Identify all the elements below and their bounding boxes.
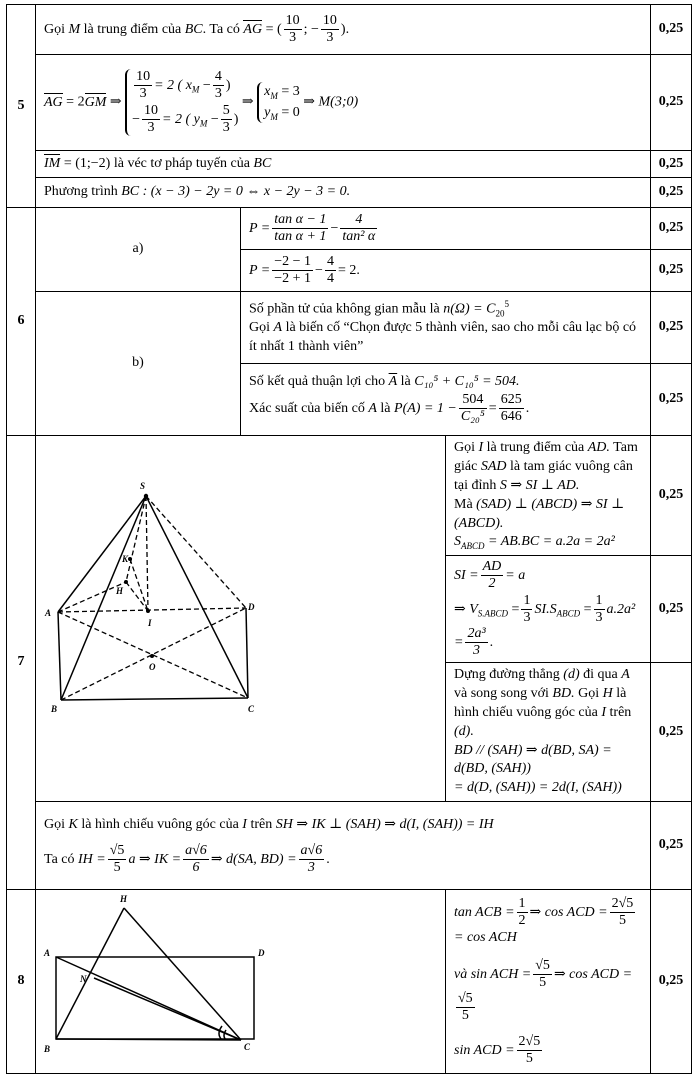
question-number-7: 7	[7, 436, 36, 890]
answer-table	[6, 4, 692, 1074]
pyramid-figure-cell	[36, 436, 446, 802]
system-1: $\frac{10}{3}$ = 2 ( $x_M$ − $\frac{4}{3}$ ) − $\frac{10}{3}$ = 2 ( $y_M$ − $\frac{5}{3}$ )	[125, 69, 238, 135]
score-cell: 0,25	[651, 890, 692, 1074]
q7-r4: Gọi K là hình chiếu vuông góc của I trên SH ⇒ IK ⊥ (SAH) ⇒ d(I, (SAH)) = IH Ta có IH = $\frac{√5}{5}$ a ⇒ IK = $\frac{a√6}{6}$ ⇒ d(SA, BD) = $\frac{a√6}{3}$ .	[36, 802, 651, 890]
score-cell: 0,25	[651, 250, 692, 292]
q8-text: tan ACB = $\frac{1}{2}$ ⇒ cos ACD = $\frac{2√5}{5}$ = cos ACH và sin ACH = $\frac{√5}{5}$ ⇒ cos ACD = $\frac{√5}{5}$ sin ACD = $\frac{2√5}{5}$	[446, 890, 651, 1074]
question-number-8: 8	[7, 890, 36, 1074]
q6-a1: P = $\frac{\text{tan α − 1}}{\text{tan α + 1}}$ − $\frac{4}{\text{tan² α}}$	[241, 208, 651, 250]
score-cell: 0,25	[651, 436, 692, 556]
q7-r2: SI = $\frac{AD}{2}$ = a ⇒ $V_{S.ABCD}$ = $\frac{1}{3}$ $SI.S_{ABCD}$ = $\frac{1}{3}$ a.2a² = $\frac{\text{2a³}}{3}$ .	[446, 556, 651, 663]
q7-r3: Dựng đường thẳng (d) đi qua A và song song với BD. Gọi H là hình chiếu vuông góc của I trên (d). BD // (SAH) ⇒ d(BD, SA) = d(BD, (SAH)) = d(D, (SAH)) = 2d(I, (SAH))	[446, 662, 651, 801]
score-cell: 0,25	[651, 151, 692, 178]
label-C: C	[244, 1042, 251, 1053]
q5-row1: Gọi M là trung điểm của BC. Ta có AG = ( $\frac{10}{3}$ ; − $\frac{10}{3}$ ).	[36, 5, 651, 55]
label-A: A	[45, 608, 52, 619]
q6-b2: Số kết quả thuận lợi cho $\overline{A}$ là C₁₀⁵ + C₁₀⁵ = 504. Xác suất của biến cố A là P(A) = 1 − $\frac{504}{\text{C₂₀⁵}}$ = $\frac{625}{646}$ .	[241, 364, 651, 436]
rectangle-figure-cell	[36, 890, 446, 1074]
label-O: O	[149, 662, 156, 673]
q7-r1: Gọi I là trung điểm của AD. Tam giác SAD là tam giác vuông cân tại đỉnh S ⇒ SI ⊥ AD. Mà (SAD) ⊥ (ABCD) ⇒ SI ⊥ (ABCD). $S_{ABCD} = AB.BC = a.2a = 2a^2$	[446, 436, 651, 556]
score-cell: 0,25	[651, 5, 692, 55]
label-A: A	[44, 948, 51, 959]
score-cell: 0,25	[651, 556, 692, 663]
label-B: B	[44, 1044, 51, 1055]
label-C: C	[248, 704, 255, 715]
score-cell: 0,25	[651, 364, 692, 436]
part-a-label: a)	[36, 208, 241, 292]
q6-a2: P = $\frac{-2 - 1}{-2 + 1}$ − $\frac{4}{4}$ = 2.	[241, 250, 651, 292]
label-S: S	[140, 481, 146, 492]
label-D: D	[248, 602, 255, 613]
label-D: D	[258, 948, 265, 959]
label-K: K	[122, 554, 129, 565]
label-B: B	[51, 704, 58, 715]
q5-row3: IM = (1;−2) là véc tơ pháp tuyến của BC	[36, 151, 651, 178]
question-number-5: 5	[7, 5, 36, 208]
label-H: H	[120, 894, 128, 905]
q5-row4: Phương trình BC : (x − 3) − 2y = 0 ⇔ x − 2y − 3 = 0.	[36, 178, 651, 208]
score-cell: 0,25	[651, 662, 692, 801]
score-cell: 0,25	[651, 178, 692, 208]
label-N: N	[80, 974, 87, 985]
score-cell: 0,25	[651, 802, 692, 890]
q6-b1: Số phần tử của không gian mẫu là $n(\Omega) = C_{20}^5$ Gọi A là biến cố “Chọn được 5 thành viên, sao cho mỗi câu lạc bộ có ít nhất 1 thành viên”	[241, 292, 651, 364]
label-I: I	[148, 618, 152, 629]
part-b-label: b)	[36, 292, 241, 436]
score-cell: 0,25	[651, 55, 692, 151]
score-cell: 0,25	[651, 208, 692, 250]
rectangle-figure	[36, 890, 272, 1066]
q5-row2: AG = 2GM ⇒ $\frac{10}{3}$ = 2 ( $x_M$ − $\frac{4}{3}$ ) − $\frac{10}{3}$ = 2 ( $y_M$ − $\frac{5}{3}$ ) ⇒ $x_M = 3$ $y_M = 0$ ⇒ M(3;0)	[36, 55, 651, 151]
pyramid-figure	[36, 474, 272, 756]
system-2: $x_M = 3$ $y_M = 0$	[257, 82, 300, 123]
score-cell: 0,25	[651, 292, 692, 364]
question-number-6: 6	[7, 208, 36, 436]
label-H: H	[116, 586, 124, 597]
